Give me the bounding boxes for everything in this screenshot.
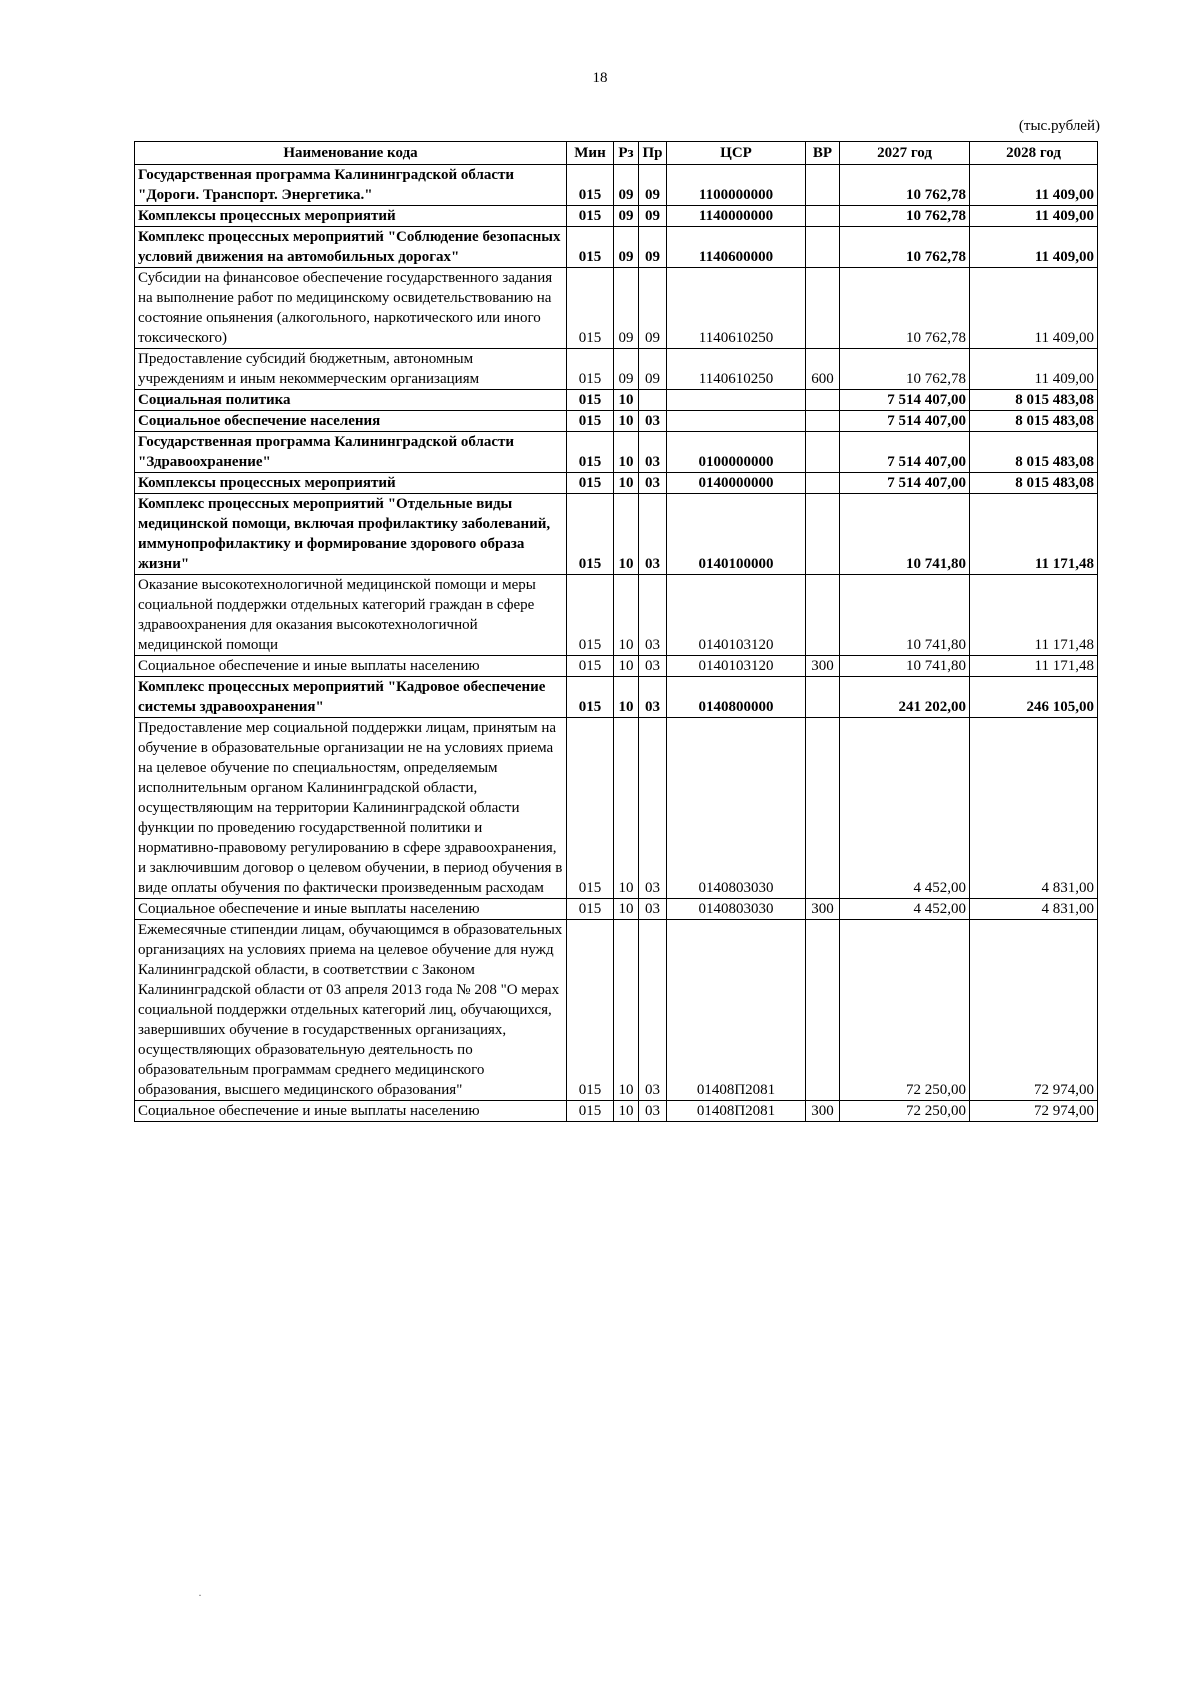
cell-pr: 03 — [639, 920, 667, 1101]
cell-2028: 11 409,00 — [970, 227, 1098, 268]
cell-2028: 11 171,48 — [970, 575, 1098, 656]
cell-csr: 01408П2081 — [667, 1101, 806, 1122]
cell-pr: 03 — [639, 432, 667, 473]
table-row — [135, 920, 1098, 1101]
cell-2027: 10 762,78 — [840, 227, 970, 268]
cell-pr — [639, 390, 667, 411]
cell-vr — [806, 206, 840, 227]
cell-pr: 03 — [639, 494, 667, 575]
table-row — [135, 206, 1098, 227]
cell-name: Субсидии на финансовое обеспечение государственного задания на выполнение работ по медицинскому освидетельствованию на состояние опьянения (алкогольного, наркотического или иного токсического) — [135, 268, 567, 349]
cell-vr: 300 — [806, 899, 840, 920]
cell-2027: 10 741,80 — [840, 656, 970, 677]
cell-csr — [667, 390, 806, 411]
table-row — [135, 432, 1098, 473]
header-2027: 2027 год — [840, 142, 970, 165]
cell-min: 015 — [567, 268, 614, 349]
cell-min: 015 — [567, 227, 614, 268]
cell-pr: 03 — [639, 677, 667, 718]
header-row — [135, 142, 1098, 165]
cell-2028: 246 105,00 — [970, 677, 1098, 718]
header-min: Мин — [567, 142, 614, 165]
cell-name: Социальная политика — [135, 390, 567, 411]
header-name: Наименование кода — [135, 142, 567, 165]
cell-csr: 1140610250 — [667, 268, 806, 349]
cell-csr: 01408П2081 — [667, 920, 806, 1101]
cell-2027: 10 762,78 — [840, 349, 970, 390]
cell-pr: 09 — [639, 165, 667, 206]
cell-name: Социальное обеспечение населения — [135, 411, 567, 432]
cell-name: Предоставление мер социальной поддержки лицам, принятым на обучение в образовательные организации не на условиях приема на целевое обучение по специальностям, определяемым исполнительным органом Калининградской области, осуществляющим на территории Калининградской области функции по проведению государственной политики и нормативно-правовому регулированию в сфере здравоохранения, и заключившим договор о целевом обучении, в период обучения в виде оплаты обучения по фактически произведенным расходам — [135, 718, 567, 899]
cell-rz: 09 — [614, 227, 639, 268]
cell-2027: 7 514 407,00 — [840, 390, 970, 411]
cell-pr: 03 — [639, 1101, 667, 1122]
cell-2027: 10 741,80 — [840, 575, 970, 656]
cell-name: Ежемесячные стипендии лицам, обучающимся в образовательных организациях на условиях приема на целевое обучение для нужд Калининградской области, в соответствии с Законом Калининградской области от 03 апреля 2013 года № 208 "О мерах социальной поддержки отдельных категорий лиц, обучающихся, завершивших обучение в государственных организациях, осуществляющих образовательную деятельность по образовательным программам среднего медицинского образования, высшего медицинского образования" — [135, 920, 567, 1101]
cell-rz: 10 — [614, 1101, 639, 1122]
table-row — [135, 268, 1098, 349]
cell-rz: 10 — [614, 677, 639, 718]
cell-csr: 0140803030 — [667, 899, 806, 920]
header-rz: Рз — [614, 142, 639, 165]
cell-rz: 10 — [614, 575, 639, 656]
cell-min: 015 — [567, 718, 614, 899]
cell-rz: 10 — [614, 656, 639, 677]
header-pr: Пр — [639, 142, 667, 165]
cell-rz: 09 — [614, 349, 639, 390]
cell-2028: 8 015 483,08 — [970, 473, 1098, 494]
units-note: (тыс.рублей) — [1018, 118, 1100, 134]
cell-2027: 7 514 407,00 — [840, 473, 970, 494]
table-row — [135, 411, 1098, 432]
cell-pr: 03 — [639, 718, 667, 899]
cell-rz: 09 — [614, 165, 639, 206]
cell-2027: 72 250,00 — [840, 1101, 970, 1122]
cell-csr: 0140000000 — [667, 473, 806, 494]
cell-min: 015 — [567, 206, 614, 227]
cell-csr: 0140100000 — [667, 494, 806, 575]
cell-csr: 1140000000 — [667, 206, 806, 227]
cell-2027: 241 202,00 — [840, 677, 970, 718]
cell-csr: 0140103120 — [667, 575, 806, 656]
cell-rz: 10 — [614, 494, 639, 575]
cell-rz: 10 — [614, 411, 639, 432]
cell-csr: 0140800000 — [667, 677, 806, 718]
cell-2028: 11 409,00 — [970, 206, 1098, 227]
header-vr: ВР — [806, 142, 840, 165]
table-row — [135, 494, 1098, 575]
cell-name: Оказание высокотехнологичной медицинской помощи и меры социальной поддержки отдельных категорий граждан в сфере здравоохранения для оказания высокотехнологичной медицинской помощи — [135, 575, 567, 656]
cell-csr: 0140803030 — [667, 718, 806, 899]
cell-name: Государственная программа Калининградской области "Дороги. Транспорт. Энергетика." — [135, 165, 567, 206]
cell-vr — [806, 473, 840, 494]
cell-csr: 1140600000 — [667, 227, 806, 268]
cell-2027: 7 514 407,00 — [840, 411, 970, 432]
cell-pr: 09 — [639, 206, 667, 227]
cell-name: Комплекс процессных мероприятий "Кадровое обеспечение системы здравоохранения" — [135, 677, 567, 718]
cell-2028: 8 015 483,08 — [970, 390, 1098, 411]
cell-name: Комплексы процессных мероприятий — [135, 206, 567, 227]
cell-2028: 11 409,00 — [970, 268, 1098, 349]
cell-min: 015 — [567, 432, 614, 473]
cell-2028: 4 831,00 — [970, 899, 1098, 920]
cell-min: 015 — [567, 656, 614, 677]
cell-pr: 09 — [639, 227, 667, 268]
cell-min: 015 — [567, 575, 614, 656]
cell-2027: 10 762,78 — [840, 268, 970, 349]
cell-pr: 03 — [639, 575, 667, 656]
cell-2028: 11 409,00 — [970, 165, 1098, 206]
cell-min: 015 — [567, 920, 614, 1101]
cell-min: 015 — [567, 411, 614, 432]
page-number: 18 — [592, 70, 608, 86]
table-row — [135, 227, 1098, 268]
cell-2027: 10 762,78 — [840, 165, 970, 206]
cell-rz: 10 — [614, 473, 639, 494]
cell-csr: 0140103120 — [667, 656, 806, 677]
cell-vr: 300 — [806, 1101, 840, 1122]
cell-name: Предоставление субсидий бюджетным, автономным учреждениям и иным некоммерческим организациям — [135, 349, 567, 390]
cell-csr: 1140610250 — [667, 349, 806, 390]
cell-2027: 7 514 407,00 — [840, 432, 970, 473]
cell-csr — [667, 411, 806, 432]
cell-name: Социальное обеспечение и иные выплаты населению — [135, 1101, 567, 1122]
table-row — [135, 165, 1098, 206]
cell-name: Социальное обеспечение и иные выплаты населению — [135, 899, 567, 920]
budget-table — [134, 141, 1098, 1122]
cell-min: 015 — [567, 899, 614, 920]
cell-vr — [806, 227, 840, 268]
cell-2027: 10 762,78 — [840, 206, 970, 227]
cell-2028: 11 171,48 — [970, 494, 1098, 575]
cell-rz: 09 — [614, 268, 639, 349]
cell-vr — [806, 920, 840, 1101]
header-2028: 2028 год — [970, 142, 1098, 165]
table-row — [135, 718, 1098, 899]
table-row — [135, 473, 1098, 494]
cell-name: Комплекс процессных мероприятий "Соблюдение безопасных условий движения на автомобильных дорогах" — [135, 227, 567, 268]
cell-rz: 10 — [614, 920, 639, 1101]
table-row — [135, 677, 1098, 718]
cell-min: 015 — [567, 390, 614, 411]
cell-pr: 03 — [639, 656, 667, 677]
cell-vr: 600 — [806, 349, 840, 390]
table-row — [135, 1101, 1098, 1122]
cell-vr — [806, 268, 840, 349]
scan-dot: · — [198, 1588, 202, 1602]
cell-vr — [806, 494, 840, 575]
cell-min: 015 — [567, 349, 614, 390]
cell-rz: 10 — [614, 390, 639, 411]
cell-2027: 4 452,00 — [840, 718, 970, 899]
cell-vr — [806, 390, 840, 411]
cell-rz: 10 — [614, 718, 639, 899]
cell-pr: 03 — [639, 899, 667, 920]
cell-min: 015 — [567, 473, 614, 494]
cell-name: Комплексы процессных мероприятий — [135, 473, 567, 494]
cell-2027: 72 250,00 — [840, 920, 970, 1101]
cell-name: Социальное обеспечение и иные выплаты населению — [135, 656, 567, 677]
cell-vr — [806, 165, 840, 206]
cell-vr: 300 — [806, 656, 840, 677]
cell-2027: 4 452,00 — [840, 899, 970, 920]
cell-2028: 11 409,00 — [970, 349, 1098, 390]
cell-min: 015 — [567, 1101, 614, 1122]
cell-2028: 8 015 483,08 — [970, 432, 1098, 473]
cell-pr: 09 — [639, 349, 667, 390]
cell-2027: 10 741,80 — [840, 494, 970, 575]
table-row — [135, 349, 1098, 390]
header-csr: ЦСР — [667, 142, 806, 165]
cell-rz: 09 — [614, 206, 639, 227]
cell-vr — [806, 718, 840, 899]
cell-vr — [806, 411, 840, 432]
cell-2028: 72 974,00 — [970, 920, 1098, 1101]
table-row — [135, 575, 1098, 656]
cell-csr: 1100000000 — [667, 165, 806, 206]
cell-min: 015 — [567, 677, 614, 718]
cell-pr: 09 — [639, 268, 667, 349]
cell-min: 015 — [567, 494, 614, 575]
cell-pr: 03 — [639, 411, 667, 432]
cell-2028: 72 974,00 — [970, 1101, 1098, 1122]
cell-name: Комплекс процессных мероприятий "Отдельные виды медицинской помощи, включая профилактику заболеваний, иммунопрофилактику и формирование здорового образа жизни" — [135, 494, 567, 575]
table-row — [135, 390, 1098, 411]
cell-2028: 8 015 483,08 — [970, 411, 1098, 432]
cell-vr — [806, 432, 840, 473]
cell-vr — [806, 677, 840, 718]
cell-min: 015 — [567, 165, 614, 206]
table-row — [135, 656, 1098, 677]
cell-2028: 11 171,48 — [970, 656, 1098, 677]
cell-vr — [806, 575, 840, 656]
cell-2028: 4 831,00 — [970, 718, 1098, 899]
cell-csr: 0100000000 — [667, 432, 806, 473]
cell-pr: 03 — [639, 473, 667, 494]
cell-rz: 10 — [614, 432, 639, 473]
table-row — [135, 899, 1098, 920]
cell-rz: 10 — [614, 899, 639, 920]
cell-name: Государственная программа Калининградской области "Здравоохранение" — [135, 432, 567, 473]
